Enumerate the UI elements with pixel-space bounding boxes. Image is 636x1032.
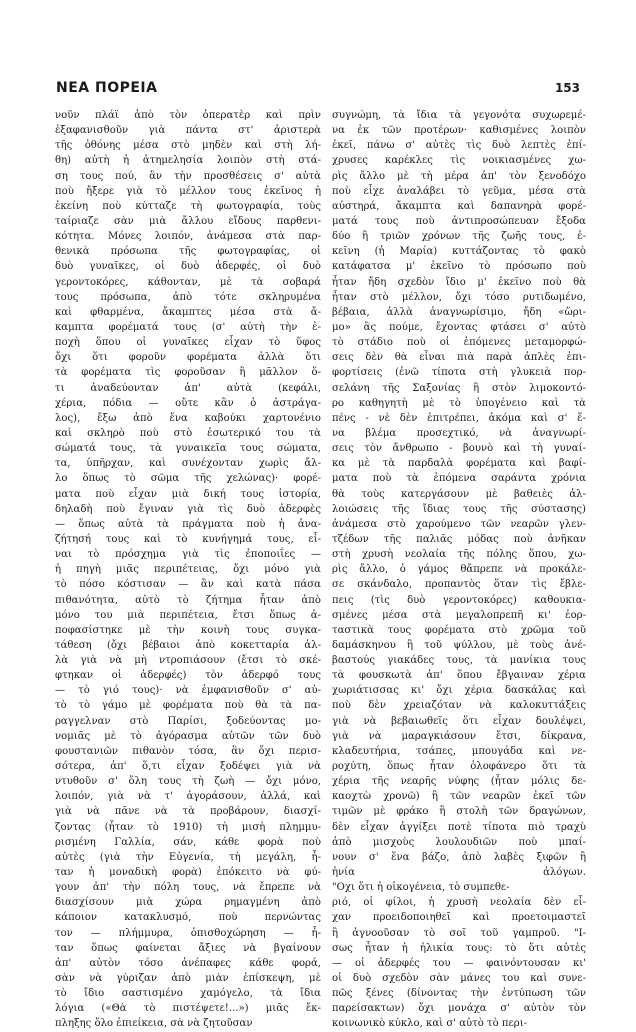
text-line: τζέδων τῆς παλιᾶς μόδας ποὺ ἀνῆκαν — [332, 533, 586, 545]
text-line: σε σκάνδαλο, προπαντὸς ὅταν τὶς ἔβλε- — [332, 579, 586, 591]
text-line: θενικὰ πρόσωπα τῆς φωτογραφίας, οἱ — [55, 246, 321, 258]
text-line: καοχτὼ χρονῶ) ἢ τῶν νεαρῶν ἐκεῖ τῶν — [332, 791, 586, 803]
text-line: "Οχι ὅτι ἡ οἰκογένεια, τὸ συμπεθε- — [332, 882, 510, 894]
text-line: ποὺ εἶχε ἀναλάβει τὸ γεῦμα, μέσα στὰ — [332, 185, 586, 197]
left-text-column — [55, 108, 321, 1032]
text-line: πληξης ὅλο ἐπιείκεια, σὰ νὰ ζητοῦσαν — [55, 1018, 253, 1030]
text-line: ζήτησή τους καὶ τὸ κυνήγημά τους, εἶ- — [55, 533, 321, 545]
text-line: ριό, οἱ φίλοι, ἡ χρυσὴ νεολαία δὲν εἶ- — [332, 897, 586, 909]
text-line: πιθανότητα, αὐτὸ τὸ ζήτημα ἦταν ἀπὸ — [55, 594, 321, 606]
text-line: πεις (τὶς δυὸ γεροντοκόρες) καθουκια- — [332, 594, 586, 606]
text-line: σεις τὸν ἄνθρωπο - βουνὸ καὶ τὴ γυναί- — [332, 443, 586, 455]
text-line: ποὺ δὲν χρειαζόταν νὰ καλοκυττάξεις — [332, 700, 586, 712]
text-line: παρείσακτων) ὄχι μονάχα σ' αὐτὸν τὸν — [332, 1003, 586, 1015]
text-line: ἐξαφανισθοῦν γιὰ πάντα στ' ἀριστερὰ — [55, 125, 321, 137]
text-line: φορτίσεις (ἐνῶ τίποτα στὴ γλυκειὰ πορ- — [332, 367, 586, 379]
text-line: ταίριαζε σὰν μιὰ ἄλλου εἴδους παρθενι- — [55, 215, 321, 227]
text-line: ματα ποὺ εἶχαν μιὰ δική τους ἱστορία, — [55, 488, 321, 500]
text-line: σμένες μέσα στὰ μεγαλοπρεπῆ κι' ἐορ- — [332, 609, 586, 621]
text-line: ἐκείνη ποὺ κύτταζε τὴ φωτογραφία, τοὺς — [55, 200, 321, 212]
text-line: τιμῶν μὲ φράκο ἢ στολὴ τῶν δραγώνων, — [332, 806, 586, 818]
text-line: λόγια («Θὰ τὸ πιστέψετε!...») μιᾶς ἔκ- — [55, 1003, 321, 1015]
text-line: ἀνάμεσα στὸ χαρούμενο τῶν νεαρῶν γλεν- — [332, 518, 586, 530]
text-line: γεροντοκόρες, κάθονταν, μὲ τὰ σοβαρά — [55, 276, 321, 288]
text-line: ἀπ' αὐτὸν τόσο ἀνέπαφες κάθε φορά, — [55, 957, 321, 969]
text-line: οἱ δυὸ σχεδὸν σὰν μάνες του καὶ συνε- — [332, 973, 586, 985]
text-line: ναι τὸ πρόσχημα γιὰ τὶς ἐποποιΐες — — [55, 549, 321, 561]
text-line: τα, ὑπῆρχαν, καὶ συνέχονταν χωρὶς ἄλ- — [55, 458, 321, 470]
text-line: αὐτὲς (γιὰ τὴν Εὐγενία, τὴ μεγάλη, ἦ- — [55, 851, 321, 863]
right-text-column — [332, 108, 586, 1032]
text-line: ἀπὸ μισχοὺς λουλουδιῶν ποὺ μπαί- — [332, 836, 586, 848]
text-line: τὰ φορέματα τὶς φοροῦσαν ἢ μᾶλλον ὅ- — [55, 367, 321, 379]
text-line: φουστανιῶν πιθανὸν τόσα, ἂν ὄχι περισ- — [55, 745, 321, 757]
text-line: ρισμένη Γαλλία, σάν, κάθε φορὰ ποὺ — [55, 836, 321, 848]
text-line: τὰ φουσκωτὰ ἀπ' ὅπου ἔβγαιναν χέρια — [332, 670, 586, 682]
running-head — [56, 80, 580, 102]
text-line: δηλαδὴ ποὺ ἔγιναν γιὰ τὶς δυὸ ἀδερφὲς — [55, 503, 321, 515]
text-line: ποὺ ἤξερε γιὰ τὸ μέλλον τους ἐκεῖνος ἡ — [55, 185, 321, 197]
text-line: ὄχι ὅτι φοροῦν φορέματα ἀλλὰ ὅτι — [55, 352, 321, 364]
text-line: τὸ τὸ γάμο μὲ φορέματα ποὺ θὰ τὰ πα- — [55, 700, 321, 712]
text-line: σεις δὲν θὰ εἶναι πιὰ παρὰ ἁπλὲς ἐπι- — [332, 352, 586, 364]
text-line: νουν σ' ἕνα βάζο, ἀπὸ λαβὲς ξιφῶν ἢ — [332, 851, 586, 863]
text-line: κοινωνικὸ κύκλο, καὶ σ' αὐτὸ τὸ περι- — [332, 1018, 528, 1030]
text-line: να ἐκ τῶν προτέρων· καθισμένες λοιπὸν — [332, 125, 586, 137]
text-line: καὶ φθαρμένα, ἄκαμπτες μέσα στὰ ἄ- — [55, 306, 321, 318]
text-line: χέρια τῆς νεαρῆς νύφης (ἦταν μόλις δε- — [332, 776, 586, 788]
text-line: χαν προειδοποιηθεῖ καὶ προετοιμαστεῖ — [332, 912, 586, 924]
text-line: ταστικὰ τους φορέματα στὸ χρῶμα τοῦ — [332, 624, 586, 636]
text-line: γουν ἀπ' τὴν πόλη τους, νὰ ἔπρεπε νὰ — [55, 882, 321, 894]
text-line: ποχὴ ὅπου οἱ γυναῖκες εἶχαν τὸ ὕφος — [55, 337, 321, 349]
text-line: ραγγελναν στὸ Παρίσι, ξοδεύοντας μο- — [55, 715, 321, 727]
text-line: διασχίσουν μιὰ χώρα ρημαγμένη ἀπὸ — [55, 897, 321, 909]
text-line: σως ἦταν ἡ ἡλικία τους: τὸ ὅτι αὐτὲς — [332, 942, 586, 954]
text-line: ταν ἡ μοναδικὴ φορὰ) ἐπόκειτο νὰ φύ- — [55, 867, 321, 879]
text-line: καὶ σκληρὸ ποὺ στὸ ἐσωτερικό του τὰ — [55, 427, 321, 439]
text-line: τῆς ὀθόνης μέσα στὸ μηδὲν καὶ στὴ λή- — [55, 140, 321, 152]
text-line: λοιπόν, γιὰ νὰ τ' ἀγοράσουν, ἀλλά, καὶ — [55, 791, 321, 803]
text-line: λοιώσεις τῆς ἴδιας τους τῆς σύστασης) — [332, 503, 586, 515]
text-line: ἐκεῖ, πάνω σ' αὐτὲς τὶς δυὸ λεπτὲς ἐπί- — [332, 140, 586, 152]
text-line: τον — πλήμμυρα, ὀπισθοχώρηση — ἦ- — [55, 927, 321, 939]
text-line: σελάνη τῆς Σαξονίας ἢ στὸν λιμοκοντό- — [332, 382, 586, 394]
text-line: χέρια, πόδια — οὔτε κἂν ὁ ἀστράγα- — [55, 397, 321, 409]
text-line: δὲν εἶχαν ἀγγίξει ποτὲ τίποτα πιὸ τραχὺ — [332, 821, 586, 833]
text-line: τὸ ἴδιο σαστισμένο χαμόγελο, τὰ ἴδια — [55, 988, 321, 1000]
text-line: κατάφατσα μ' ἐκεῖνο τὸ πρόσωπο ποὺ — [332, 261, 586, 273]
text-line: χρυσες καρέκλες τὶς νοικιασμένες χω- — [332, 155, 586, 167]
text-line: σότερα, ἀπ' ὅ,τι εἶχαν ξοδέψει γιὰ νὰ — [55, 761, 321, 773]
text-line: θὰ τοὺς κατεργάσουν μὲ βαθειὲς ἀλ- — [332, 488, 586, 500]
text-line: καμπτα φορέματά τους (σ' αὐτὴ τὴν ἐ- — [55, 321, 321, 333]
text-line: αὐστηρά, ἄκαμπτα καὶ δαπανηρὰ φορέ- — [332, 200, 586, 212]
text-line: ποφασίστηκε μὲ τὴν κοινὴ τους συγκα- — [55, 624, 321, 636]
text-line: ταν ὅπως φαίνεται ἄξιες νὰ βγαίνουν — [55, 942, 321, 954]
text-line: ρὶς ἄλλο, ὁ γάμος θἄπρεπε νὰ προκάλε- — [332, 564, 586, 576]
text-line: βαστούς γιακάδες τους, τὰ μανίκια τους — [332, 655, 586, 667]
text-line: λο ὅπως τὸ σῶμα τῆς χελώνας)· φορέ- — [55, 473, 321, 485]
journal-title: ΝΕΑ ΠΟΡΕΙΑ — [56, 80, 158, 96]
text-line: σὰν νὰ γύριζαν ἀπὸ μιὰν ἐπίσκεψη, μὲ — [55, 973, 321, 985]
text-line: συγνώμη, τὰ ἴδια τὰ γεγονότα συχωρεμέ- — [332, 110, 586, 121]
text-line: ντυθοῦν σ' ὅλη τους τὴ ζωὴ — ὄχι μόνο, — [55, 776, 321, 788]
text-line: γιὰ νὰ πᾶνε νὰ τὰ προβάρουν, διασχί- — [55, 806, 321, 818]
text-line: νομιᾶς μὲ τὸ ἀγόρασμα αὐτῶν τῶν δυὸ — [55, 730, 321, 742]
text-line: ἡνία ἀλόγων. — [332, 867, 586, 879]
text-line: πένς - νὲ δὲν ἐπιτρέπει, ἀκόμα καὶ σ' ἕ- — [332, 412, 586, 424]
text-line: — ὅπως αὐτὰ τὰ πράγματα ποὺ ἡ ἀνα- — [55, 518, 321, 530]
text-line: ἦταν στὸ μέλλον, ὄχι τόσο ρυτιδωμένο, — [332, 291, 586, 303]
text-line: φτηκαν οἱ ἀδερφές) τὸν ἀδερφό τους — [55, 670, 321, 682]
text-line: — οἱ ἀδερφές του — φαινόντουσαν κι' — [332, 957, 586, 969]
text-line: νοῦν πλάϊ ἀπὸ τὸν ὀπερατὲρ καὶ πρὶν — [55, 110, 321, 121]
text-line: γιὰ νὰ βεβαιωθεῖς ὅτι εἶχαν δουλέψει, — [332, 715, 586, 727]
text-line: δύο ἢ τριῶν χρόνων τῆς ζωῆς τους, ἐ- — [332, 231, 586, 243]
text-line: ἦταν ἤδη σχεδὸν ἴδιο μ' ἐκεῖνο ποὺ θὰ — [332, 276, 586, 288]
text-line: κα μὲ τὰ παρδαλὰ φορέματα καὶ βαφί- — [332, 458, 586, 470]
text-line: ροχύτη, ὅπως ἦταν ὁλοφάνερο ὅτι τὰ — [332, 761, 586, 773]
text-line: κεῖνη (ἡ Μαρία) κυττάζοντας τὸ φακὸ — [332, 246, 586, 258]
text-line: ρο καθηγητὴ μὲ τὸ ὑπογένειο καὶ τὰ — [332, 397, 586, 409]
page-number: 153 — [554, 81, 580, 95]
text-line: γιὰ νὰ μαραγκιάσουν ἔτσι, δίκρανα, — [332, 730, 586, 742]
text-line: ρὶς ἄλλο μὲ τὴ μέρα ἀπ' τὸν ξενοδόχο — [332, 170, 586, 182]
text-line: ματά τους ποὺ ἀντιπροσώπευαν ἔξοδα — [332, 215, 586, 227]
text-line: τάθεση (ὄχι βέβαιοι ἀπὸ κοκετταρία ἀλ- — [55, 639, 321, 651]
text-line: ἢ ἀγνοοῦσαν τὸ σοῖ τοῦ γαμπροῦ. "Ι- — [332, 927, 586, 939]
text-line: — τὸ γιό τους)· νὰ ἐμφανισθοῦν σ' αὐ- — [55, 685, 321, 697]
text-line: κάποιον κατακλυσμό, ποὺ περνώντας — [55, 912, 321, 924]
text-line: μόνο του μιὰ περιπέτεια, ἔτσι ὅπως ἀ- — [55, 609, 321, 621]
text-line: να βλέμα προσεχτικό, νὰ ἀναγνωρί- — [332, 427, 586, 439]
text-line: μο» ἂς πούμε, ἔχοντας φτάσει σ' αὐτὸ — [332, 321, 586, 333]
text-line: τους πρόσωπα, ἀπὸ τότε σκληρυμένα — [55, 291, 321, 303]
text-line: τὸ στάδιο ποὺ οἱ ἑπόμενες μεταμορφώ- — [332, 337, 586, 349]
text-line: σώματά τους, τὰ γυναικεῖα τους σώματα, — [55, 443, 321, 455]
text-line: κλαδευτήρια, τσάπες, μπουγάδα καὶ νε- — [332, 745, 586, 757]
text-line: βέβαια, ἀλλὰ ἀναγνωρίσιμο, ἤδη «ὥρι- — [332, 306, 586, 318]
text-line: θη) αὐτὴ ἡ ἀτημελησία λοιπὸν στὴ στά- — [55, 155, 321, 167]
text-line: τι ἀναδεύονταν ἀπ' αὐτὰ (κεφάλι, — [55, 382, 321, 394]
text-line: ζοντας (ἦταν τὸ 1910) τὴ μισὴ πλημμυ- — [55, 821, 321, 833]
text-line: χωριάτισσας κι' ὄχι χέρια δασκάλας καὶ — [332, 685, 586, 697]
text-line: ματα ποὺ τὰ ἑπόμενα σαράντα χρόνια — [332, 473, 586, 485]
text-line: τὸ πόσο κόστισαν — ἂν καὶ κατὰ πάσα — [55, 579, 321, 591]
text-line: λὰ γιὰ νὰ μὴ ντροπιάσουν (ἔτσι τὸ σκέ- — [55, 655, 321, 667]
text-line: λος), ἔξω ἀπὸ ἕνα καβούκι χαρτονένιο — [55, 412, 321, 424]
text-line: στὴ χρυσὴ νεολαία τῆς πόλης ὅπου, χω- — [332, 549, 586, 561]
text-line: ση τους πού, ἂν τὴν προσθέσεις σ' αὐτὰ — [55, 170, 321, 182]
text-line: ἡ πηγὴ μιᾶς περιπέτειας, ὄχι μόνο γιὰ — [55, 564, 321, 576]
text-line: δυὸ γυναῖκες, οἱ δυὸ ἀδερφές, οἱ δυὸ — [55, 261, 321, 273]
text-line: κότητα. Μόνες λοιπόν, ἀνάμεσα στὰ παρ- — [55, 231, 321, 243]
text-line: δαμάσκηνου ἢ τοῦ ψύλλου, μὲ τοὺς ἀνέ- — [332, 639, 586, 651]
text-line: πῶς ξένες (δίνοντας τὴν ἐντύπωση τῶν — [332, 988, 586, 1000]
